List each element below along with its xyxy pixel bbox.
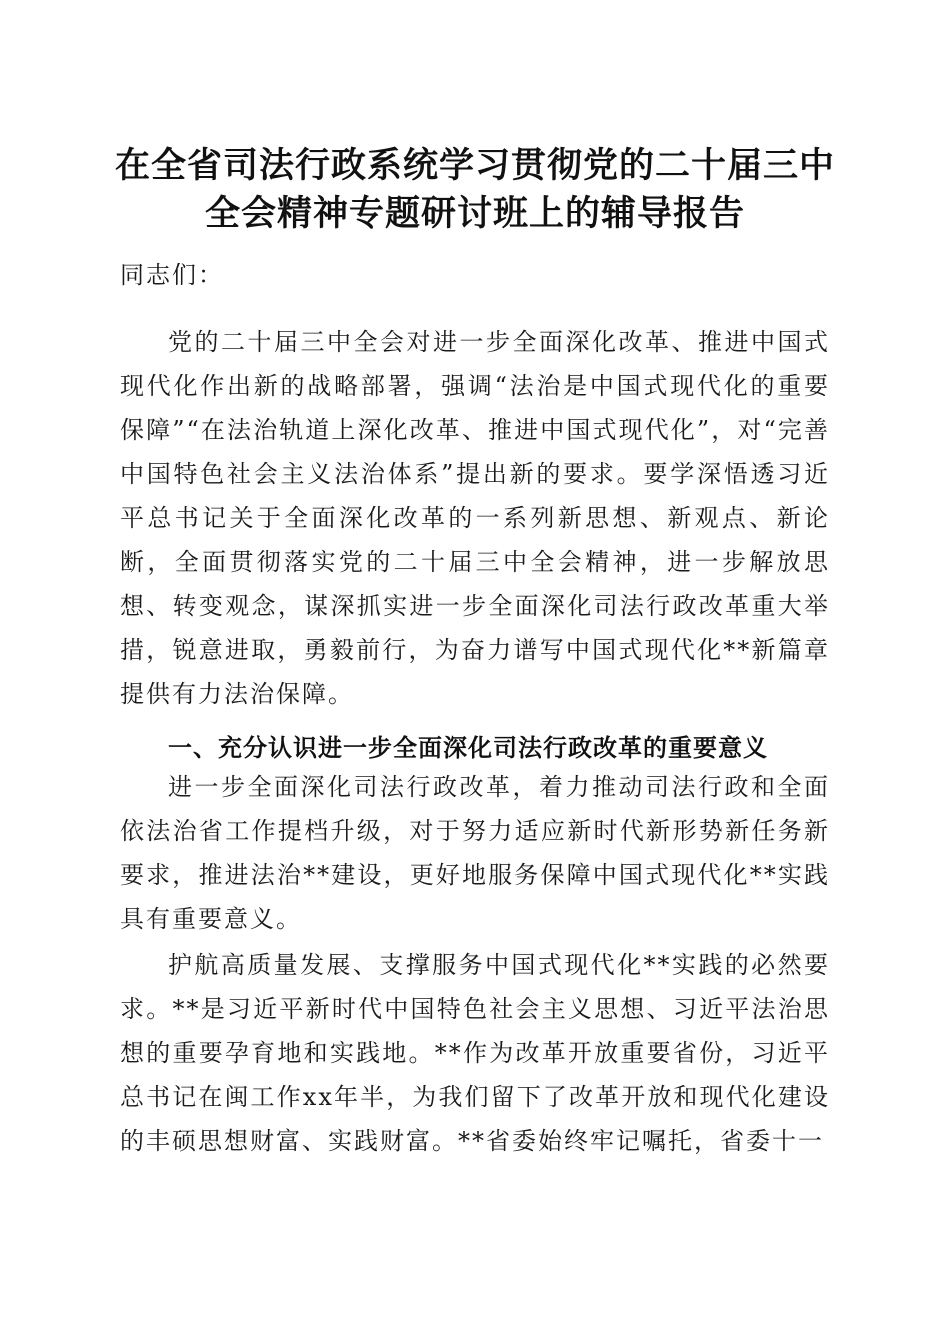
- salutation: 同志们：: [120, 261, 224, 289]
- paragraph-significance: 进一步全面深化司法行政改革，着力推动司法行政和全面依法治省工作提档升级，对于努力适应新时代新形势新任务新要求，推进法治**建设，更好地服务保障中国式现代化**实践具有重要意义。: [120, 773, 830, 933]
- paragraph-intro: 党的二十届三中全会对进一步全面深化改革、推进中国式现代化作出新的战略部署，强调“法治是中国式现代化的重要保障”“在法治轨道上深化改革、推进中国式现代化”，对“完善中国特色社会主义法治体系”提出新的要求。要学深悟透习近平总书记关于全面深化改革的一系列新思想、新观点、新论断，全面贯彻落实党的二十届三中全会精神，进一步解放思想、转变观念，谋深抓实进一步全面深化司法行政改革重大举措，锐意进取，勇毅前行，为奋力谱写中国式现代化**新篇章提供有力法治保障。: [120, 328, 830, 708]
- document-title-line-2: 全会精神专题研讨班上的辅导报告: [204, 193, 745, 234]
- paragraph-requirement: 护航高质量发展、支撑服务中国式现代化**实践的必然要求。**是习近平新时代中国特色社会主义思想、习近平法治思想的重要孕育地和实践地。**作为改革开放重要省份，习近平总书记在闽工作xx年半，为我们留下了改革开放和现代化建设的丰硕思想财富、实践财富。**省委始终牢记嘱托，省委十一: [120, 951, 830, 1155]
- section-heading-1: 一、充分认识进一步全面深化司法行政改革的重要意义: [168, 734, 768, 762]
- document-title-line-1: 在全省司法行政系统学习贯彻党的二十届三中: [114, 145, 835, 186]
